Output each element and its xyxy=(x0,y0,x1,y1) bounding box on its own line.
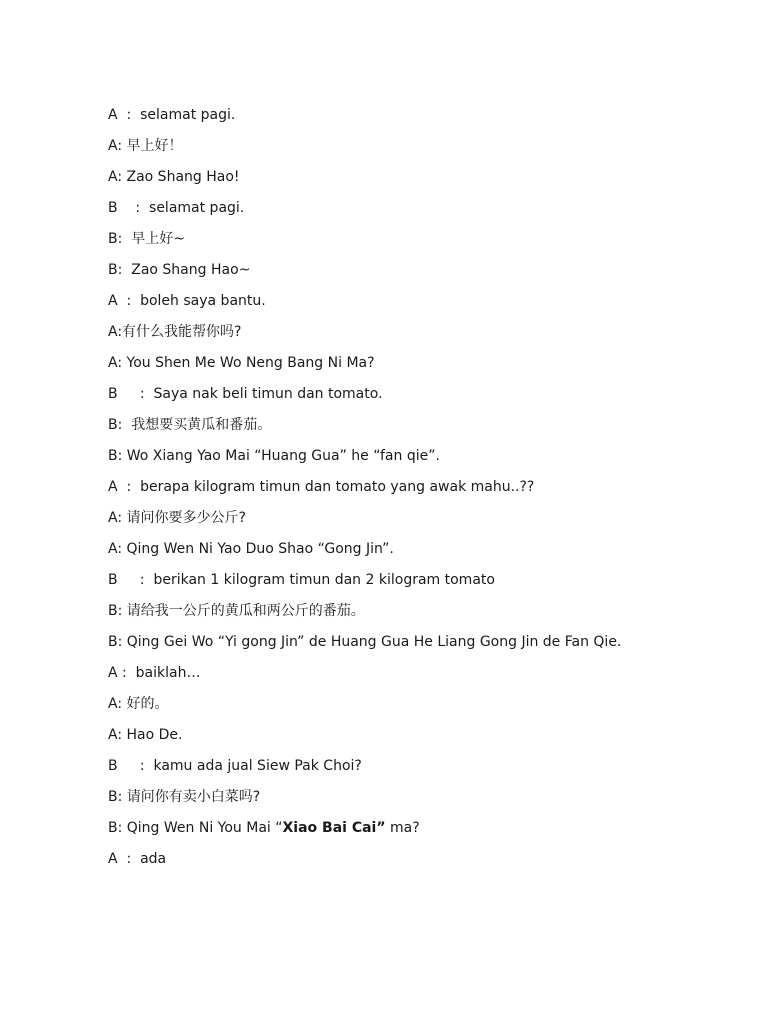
line-prefix: B: Qing Wen Ni You Mai “ xyxy=(108,820,283,836)
dialogue-line-with-bold xyxy=(108,817,748,848)
dialogue-line: B: Wo Xiang Yao Mai “Huang Gua” he “fan qie”. xyxy=(108,448,440,464)
dialogue-line: A : boleh saya bantu. xyxy=(108,293,266,309)
dialogue-line: B: 早上好~ xyxy=(108,231,185,247)
dialogue-line: A: Zao Shang Hao! xyxy=(108,169,240,185)
dialogue-document xyxy=(108,104,748,879)
dialogue-line: B: 我想要买黄瓜和番茄。 xyxy=(108,417,272,433)
dialogue-line: B : berikan 1 kilogram timun dan 2 kilogram tomato xyxy=(108,572,495,588)
line-suffix: ma? xyxy=(385,820,420,836)
dialogue-line: A : berapa kilogram timun dan tomato yang awak mahu..?? xyxy=(108,479,535,495)
dialogue-line: B : Saya nak beli timun dan tomato. xyxy=(108,386,383,402)
dialogue-line: A:有什么我能帮你吗? xyxy=(108,324,242,340)
dialogue-line: B: 请给我一公斤的黄瓜和两公斤的番茄。 xyxy=(108,603,365,619)
dialogue-line: B : selamat pagi. xyxy=(108,200,245,216)
dialogue-line: B: Zao Shang Hao~ xyxy=(108,262,251,278)
dialogue-line: A: 早上好！ xyxy=(108,138,183,154)
dialogue-line: A : selamat pagi. xyxy=(108,107,236,123)
dialogue-line: B: 请问你有卖小白菜吗? xyxy=(108,789,261,805)
dialogue-line: A: 请问你要多少公斤? xyxy=(108,510,246,526)
dialogue-line: A : ada xyxy=(108,851,167,867)
dialogue-line: A: Hao De. xyxy=(108,727,183,743)
dialogue-line: A: Qing Wen Ni Yao Duo Shao “Gong Jin”. xyxy=(108,541,394,557)
dialogue-line: B : kamu ada jual Siew Pak Choi? xyxy=(108,758,362,774)
dialogue-line: A : baiklah… xyxy=(108,665,201,681)
bold-term: Xiao Bai Cai” xyxy=(282,820,386,836)
dialogue-line: A: You Shen Me Wo Neng Bang Ni Ma? xyxy=(108,355,375,371)
dialogue-line: A: 好的。 xyxy=(108,696,169,712)
dialogue-line: B: Qing Gei Wo “Yi gong Jin” de Huang Gua He Liang Gong Jin de Fan Qie. xyxy=(108,634,622,650)
